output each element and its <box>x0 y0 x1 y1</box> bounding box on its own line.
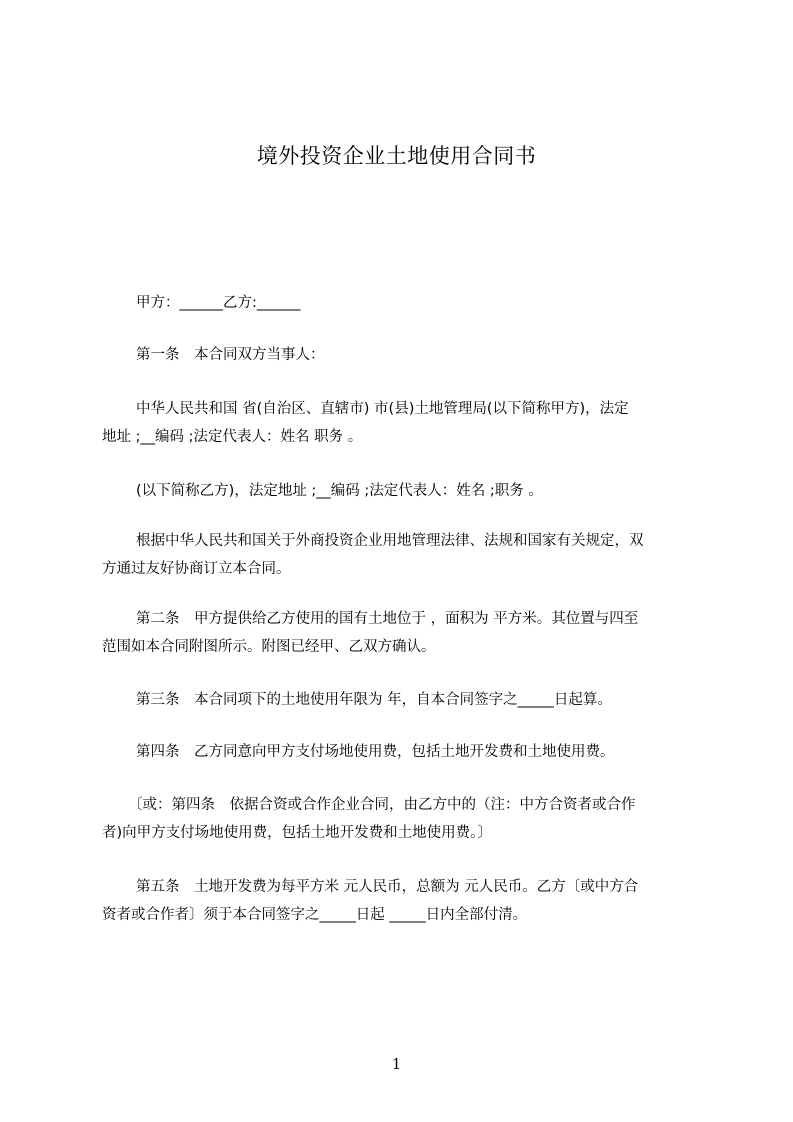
text-line: 资者或合作者〕须于本合同签字之_____日起 _____日内全部付清。 <box>102 907 528 923</box>
text-line: 者)向甲方支付场地使用费，包括土地开发费和土地使用费。〕 <box>102 825 492 841</box>
party-b-description <box>102 477 702 505</box>
text-line: 第二条 甲方提供给乙方使用的国有土地位于 ，面积为 平方米。其位置与四至 <box>136 611 639 627</box>
article-3 <box>102 686 702 714</box>
party-line <box>102 289 702 317</box>
text-line: 第三条 本合同项下的土地使用年限为 年，自本合同签字之_____日起算。 <box>136 692 612 708</box>
text-line: 第五条 土地开发费为每平方米 元人民币，总额为 元人民币。乙方〔或中方合 <box>136 879 639 895</box>
article-1-heading <box>102 341 702 369</box>
article-4 <box>102 738 702 766</box>
text-line: 根据中华人民共和国关于外商投资企业用地管理法律、法规和国家有关规定，双 <box>136 533 644 549</box>
text-line: 范围如本合同附图所示。附图已经甲、乙双方确认。 <box>102 639 436 655</box>
text-line: 地址 ;__编码 ;法定代表人：姓名 职务 。 <box>102 429 363 445</box>
article-2 <box>102 605 702 661</box>
party-a-description <box>102 395 702 451</box>
text-line: 〔或：第四条 依据合资或合作企业合同，由乙方中的（注：中方合资者或合作 <box>128 797 636 813</box>
text-line: 第四条 乙方同意向甲方支付场地使用费，包括土地开发费和土地使用费。 <box>136 744 615 760</box>
page-number: 1 <box>391 1055 402 1073</box>
article-4-alternative <box>102 791 702 847</box>
document-title: 境外投资企业土地使用合同书 <box>256 144 537 168</box>
legal-basis-paragraph <box>102 527 702 583</box>
text-line: 方通过友好协商订立本合同。 <box>102 561 291 577</box>
article-5 <box>102 873 702 929</box>
text-line: 甲方：______乙方:______ <box>136 295 301 311</box>
text-line: (以下简称乙方)，法定地址 ;__编码 ;法定代表人：姓名 ;职务 。 <box>136 483 543 499</box>
text-line: 中华人民共和国 省(自治区、直辖市) 市(县)土地管理局(以下简称甲方)，法定 <box>136 401 629 417</box>
text-line: 第一条 本合同双方当事人： <box>136 347 325 363</box>
